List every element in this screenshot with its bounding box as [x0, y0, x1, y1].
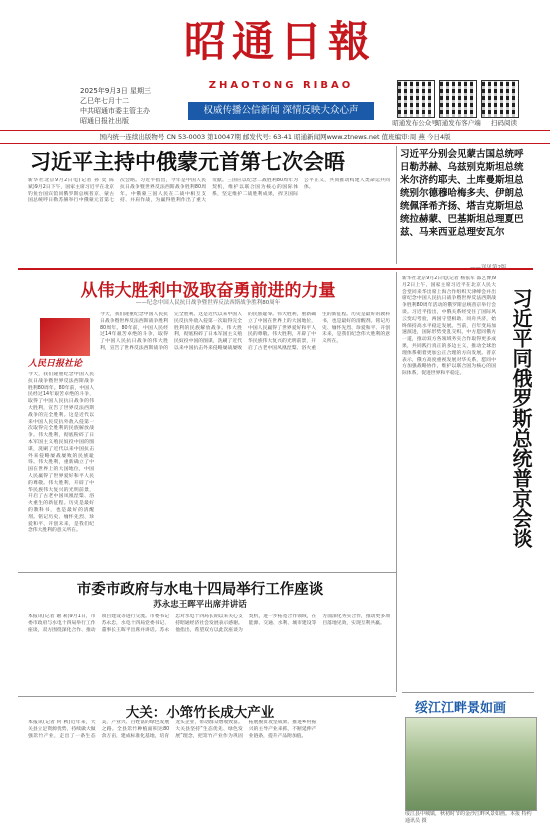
- section-divider: [18, 696, 396, 697]
- editorial-flag-image: [40, 318, 90, 356]
- masthead-pinyin: ZHAOTONG RIBAO: [208, 80, 354, 91]
- editorial-headline[interactable]: 从伟大胜利中汲取奋勇前进的力量: [80, 281, 336, 301]
- meeting-headline[interactable]: 市委市政府与水电十四局举行工作座谈: [76, 582, 324, 598]
- right-lead-body: 新华社北京9月2日电(记者 杨依军 邵艺博)9月2日上午，国家主席习近平在北京人民大会堂同来华出席上海合作组织天津峰会并出席纪念中国人民抗日战争暨世界反法西斯战争胜利80周年活动的俄罗斯总统普京举行会谈。习近平指出，中俄关系经受住了国际风云变幻考验，两国守望相助、同舟共济，始终保持高水平稳定发展。当前，百年变局加速演进，国际形势变乱交织。中方愿同俄方一道，推动双方各领域务实合作取得更多成果，共同践行真正的多边主义，推动全球治理体系朝着更加公正合理的方向发展。普京表示，俄方高度重视发展对华关系，愿同中方加强战略协作，维护以联合国为核心的国际体系，促进世界和平稳定。: [402, 276, 496, 377]
- meeting-body: 本报讯(记者 谢 莉)9月1日，市委市政府与水电十四局举行工作座谈，双方围绕深化合作、推动项目建设等进行交流。市委书记苏永忠，水电十四局党委书记、董事长王晖平出席并讲话。苏永忠对水电十四局长期以来关心支持昭通经济社会发展表示感谢。他指出，希望双方以此次座谈为契机，进一步拓宽合作领域，在能源、交通、水利、城市建设等方面深化务实合作，推动更多项目落地见效，实现互利共赢。: [28, 614, 390, 633]
- lead-body: 新华社北京9月2日电(记者 孙 奕 陈 斌)9月2日下午，国家主席习近平在北京钓鱼台国宾馆同俄罗斯总统普京、蒙古国总统呼日勒苏赫举行中俄蒙元首第七次会晤。习近平指出，今年是中国人民抗日战争暨世界反法西斯战争胜利80周年。中俄蒙三国人民在二战中相互支持、并肩作战，为赢得胜利作出了重大贡献。三国应以纪念二战胜利80周年为契机，维护以联合国为核心的国际体系，坚定维护二战胜利成果，捍卫国际公平正义，共同推动构建人类命运共同体。: [28, 178, 390, 204]
- editorial-subtitle: ——纪念中国人民抗日战争暨世界反法西斯战争胜利80周年: [135, 300, 281, 306]
- publisher-line: 中共昭通市委主管主办: [80, 107, 150, 115]
- qr-group-2[interactable]: [439, 80, 477, 118]
- bamboo-body: 本报讯(记者 何 秋)近年来，大关县立足资源优势，持续做大做强筇竹产业，走出了一条生态美、产业兴、百姓富的绿色发展之路。全县筇竹种植面积达80余万亩，建成标准化基地，培育龙头企业，带动群众增收致富。大关县坚持“生态优先、绿色发展”理念，把筇竹产业作为巩固拓展脱贫攻坚成果、推进乡村振兴的主导产业来抓，不断延伸产业链条，提升产品附加值。: [28, 720, 317, 739]
- section-divider: [402, 692, 534, 693]
- publisher-line-2: 昭通日报社出版: [80, 117, 129, 125]
- issue-date: 2025年9月3日 星期三: [80, 87, 151, 95]
- photo-title[interactable]: 绥江江畔景如画: [415, 701, 507, 716]
- qr-code-icon[interactable]: [439, 80, 477, 118]
- masthead-title: 昭通日報: [183, 17, 376, 66]
- qr-label-2: 昭通发布客户端: [435, 119, 481, 127]
- publication-info-bar: 国内统一连续出版物号 CN 53-0003 第10047期 邮发代号: 63-41 昭通新闻网www.ztnews.net 值班编审:周 燕 今日4版: [0, 130, 550, 144]
- qr-label-1: 昭通发布公众号: [392, 119, 438, 127]
- qr-code-icon[interactable]: [481, 80, 519, 118]
- bamboo-headline[interactable]: 大关：小筇竹长成大产业: [125, 705, 275, 721]
- qr-code-icon[interactable]: [397, 80, 435, 118]
- column-divider: [396, 146, 397, 264]
- right-lead-headline[interactable]: 习近平同俄罗斯总统普京会谈: [509, 288, 533, 548]
- masthead-slogan: 权威传播公信新闻 深情反映大众心声: [188, 102, 374, 120]
- editorial-column-label: 人民日报社论: [28, 359, 83, 369]
- lead-headline[interactable]: 习近平主持中俄蒙元首第七次会晤: [30, 150, 345, 174]
- qr-label-3: 扫码阅读: [491, 119, 517, 127]
- section-divider: [18, 268, 533, 270]
- editorial-body-lead: 今天，我们隆重纪念中国人民抗日战争暨世界反法西斯战争胜利80周年。80年前，中国人民经过14年艰苦卓绝的斗争，取得了中国人民抗日战争的伟大胜利，宣告了世界反法西斯战争的完全胜利。这是近代以来中国人民反抗外敌入侵第一次取得完全胜利的民族解放战争。伟大胜利，彻底粉碎了日本军国主义殖民奴役中国的图谋，洗刷了近代以来中国抗击外来侵略屡战屡败的民族耻辱。伟大胜利，重新确立了中国在世界上的大国地位，中国人民赢得了世界爱好和平人民的尊敬。伟大胜利，开辟了中华民族伟大复兴的光明前景，开启了古老中国凤凰涅槃、浴火重生的新征程。历史是最好的教科书，也是最好的清醒剂。铭记历史、缅怀先烈、珍爱和平、开创未来，是我们纪念伟大胜利的意义所在。: [28, 372, 94, 534]
- editorial-body: 今天，我们隆重纪念中国人民抗日战争暨世界反法西斯战争胜利80周年。80年前，中国人民经过14年艰苦卓绝的斗争，取得了中国人民抗日战争的伟大胜利，宣告了世界反法西斯战争的完全胜利。这是近代以来中国人民反抗外敌入侵第一次取得完全胜利的民族解放战争。伟大胜利，彻底粉碎了日本军国主义殖民奴役中国的图谋，洗刷了近代以来中国抗击外来侵略屡战屡败的民族耻辱。伟大胜利，重新确立了中国在世界上的大国地位，中国人民赢得了世界爱好和平人民的尊敬。伟大胜利，开辟了中华民族伟大复兴的光明前景，开启了古老中国凤凰涅槃、浴火重生的新征程。历史是最好的教科书，也是最好的清醒剂。铭记历史、缅怀先烈、珍爱和平、开创未来，是我们纪念伟大胜利的意义所在。: [100, 312, 390, 351]
- qr-group-3[interactable]: [481, 80, 519, 118]
- qr-group-1[interactable]: [397, 80, 435, 118]
- column-divider: [396, 272, 397, 692]
- section-divider: [18, 572, 396, 573]
- photo-caption: 绥江县中城镇，秋初时节的金沙江畔风景如画。本报 特约通讯员 摄: [405, 811, 532, 824]
- meeting-subtitle: 苏永忠王晖平出席并讲话: [153, 600, 247, 610]
- issue-info: [80, 86, 190, 126]
- lunar-date: 乙巳年七月十二: [80, 97, 129, 105]
- side-brief-headline[interactable]: 习近平分别会见蒙古国总统呼日勒苏赫、乌兹别克斯坦总统米尔济约耶夫、土库曼斯坦总统别尔德穆哈梅多夫、伊朗总统佩泽希齐扬、塔吉克斯坦总统拉赫蒙、巴基斯坦总理夏巴兹、马来西亚总理安瓦尔: [400, 149, 524, 238]
- river-photo[interactable]: [405, 717, 537, 811]
